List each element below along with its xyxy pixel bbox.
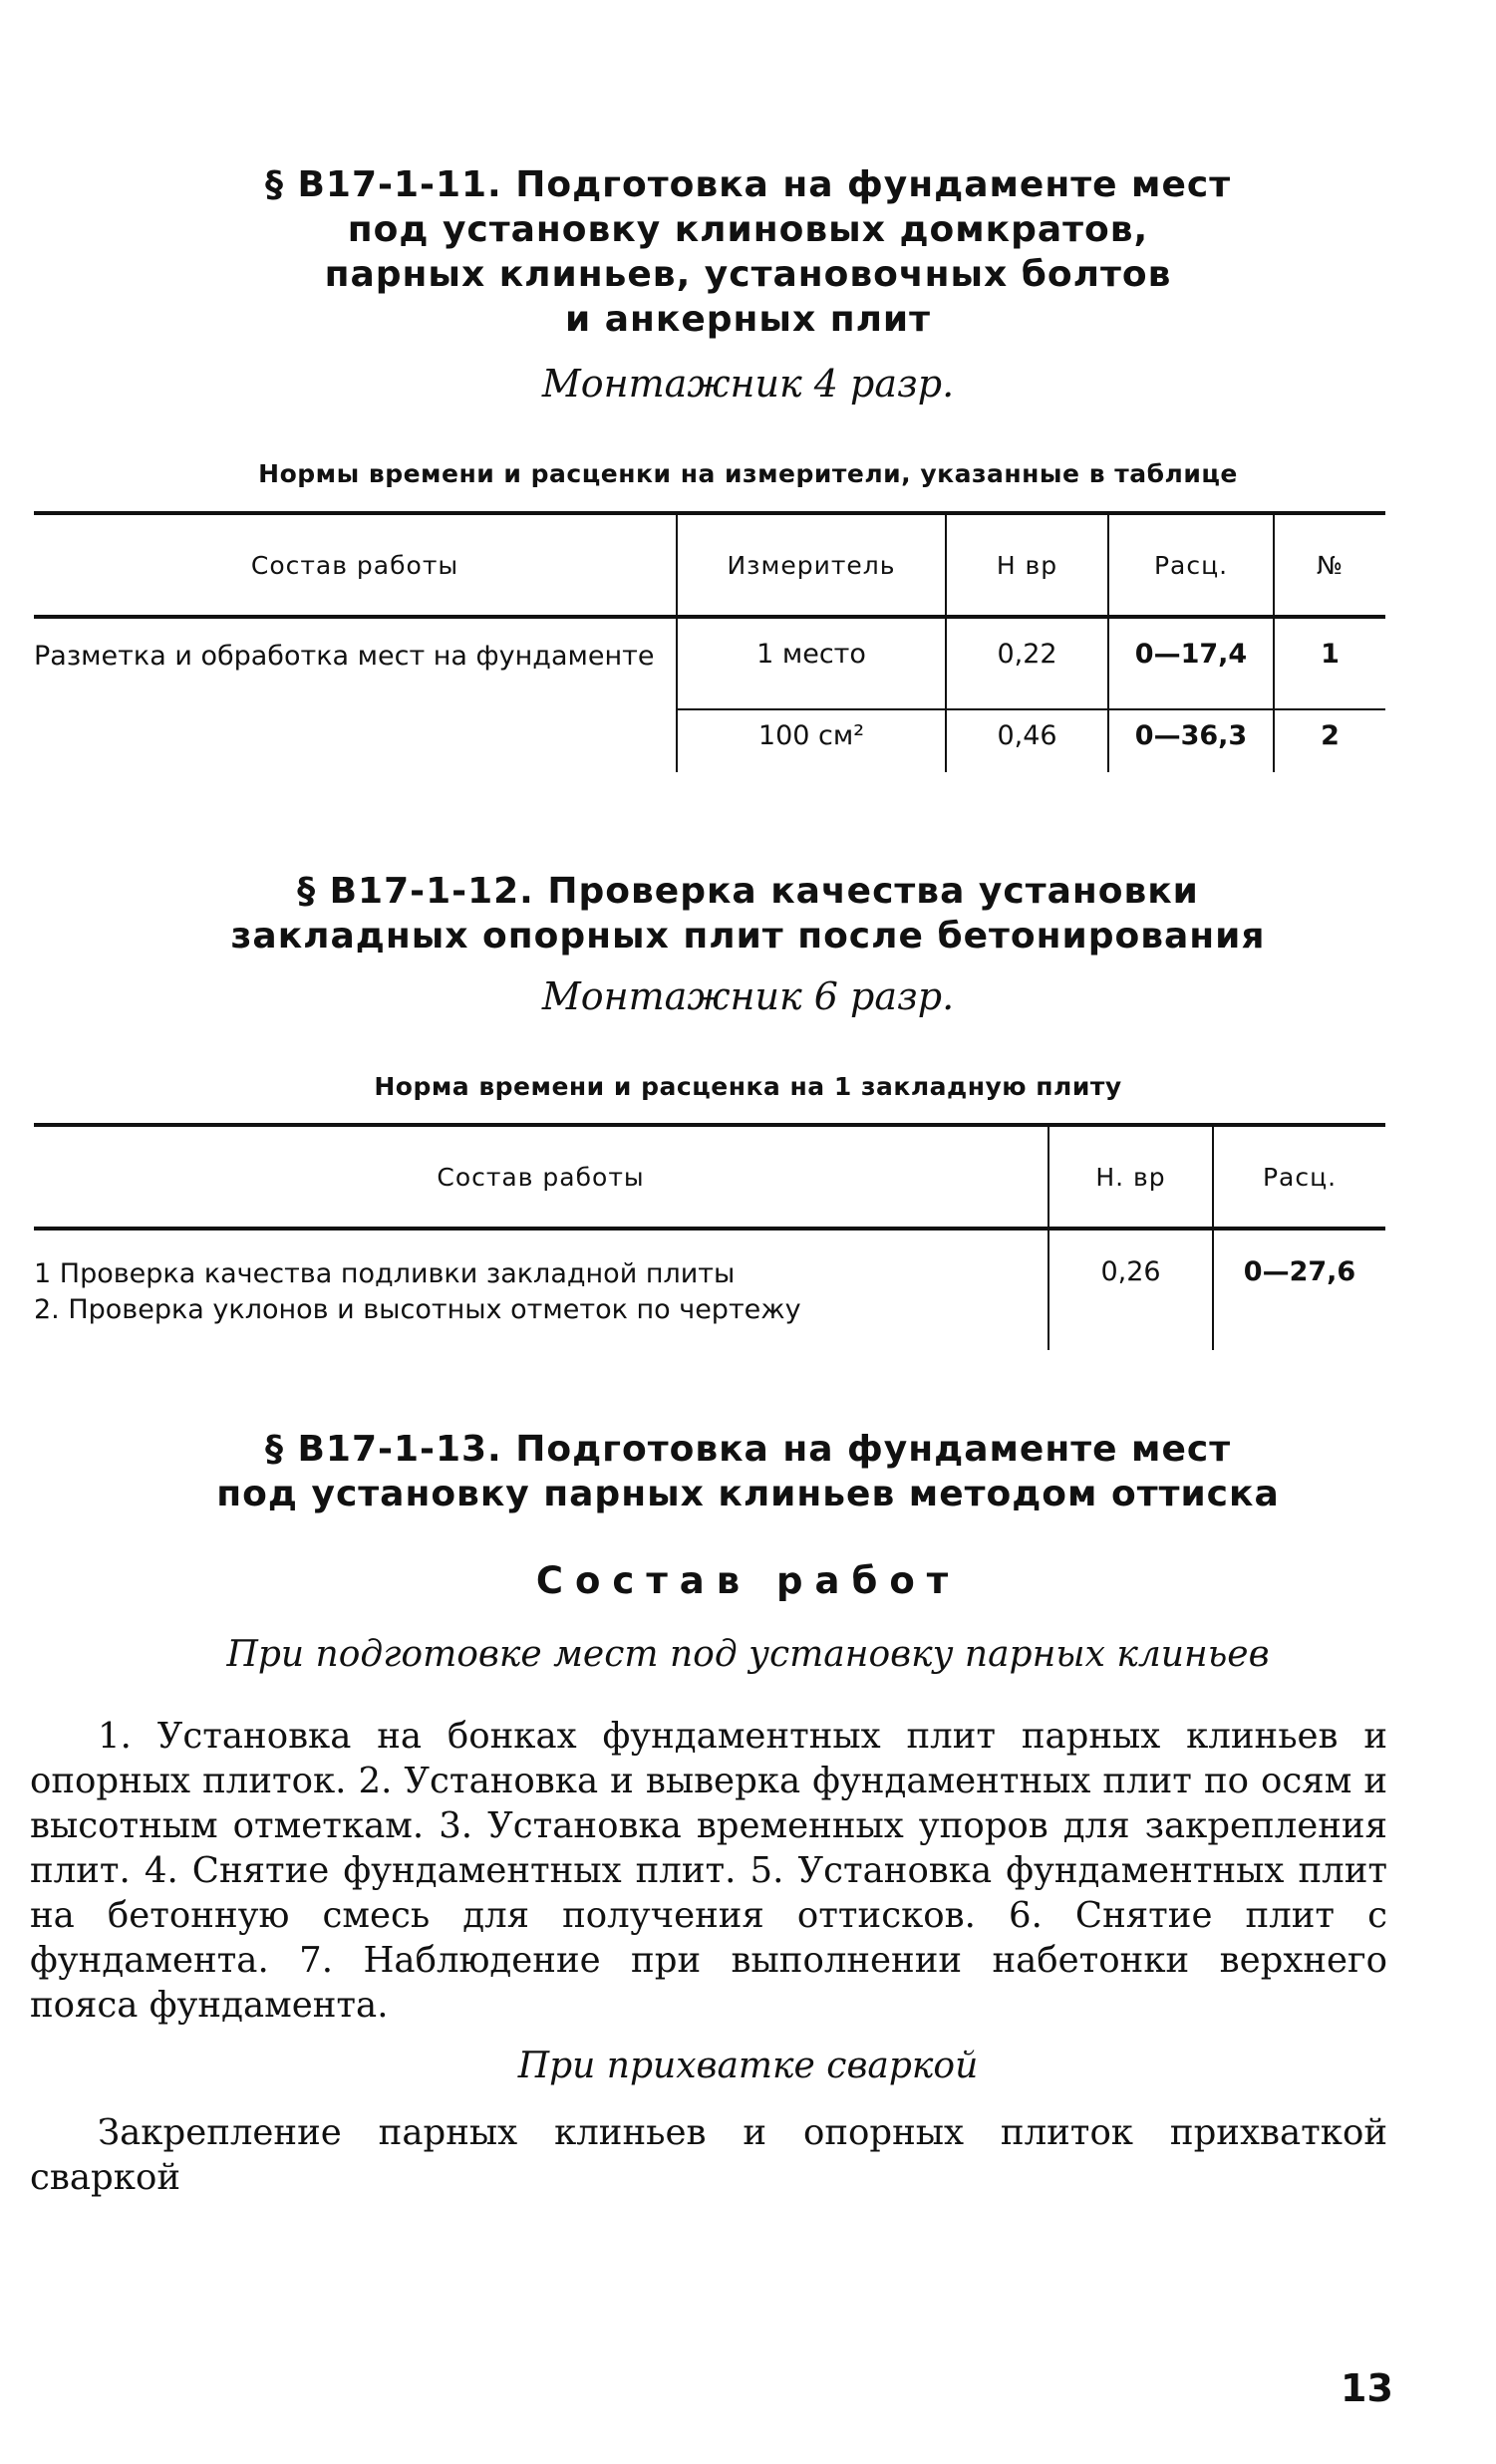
section-12-table [34, 1123, 1385, 1350]
title-line: § В17-1-12. Проверка качества установки [297, 871, 1199, 912]
norm-cell: 0,46 [946, 709, 1108, 772]
header-work: Состав работы [34, 1125, 1048, 1229]
section-12-title [0, 869, 1496, 958]
header-unit: Измеритель [677, 513, 946, 617]
norm-cell: 0,22 [946, 617, 1108, 709]
header-norm: Н вр [946, 513, 1108, 617]
header-norm: Н. вр [1048, 1125, 1213, 1229]
title-line: § В17-1-13. Подготовка на фундаменте мест [264, 1429, 1232, 1470]
rate-cell: 0—27,6 [1213, 1229, 1385, 1350]
header-rate: Расц. [1213, 1125, 1385, 1229]
section-12-caption: Норма времени и расценка на 1 закладную плиту [374, 1072, 1122, 1101]
paragraph-welding: Закрепление парных клиньев и опорных плиток прихваткой сваркой [30, 2112, 1387, 2198]
title-line: и анкерных плит [564, 299, 932, 340]
work-description: Разметка и обработка мест на фундаменте [34, 641, 655, 672]
header-work: Состав работы [34, 513, 677, 617]
title-line: § В17-1-11. Подготовка на фундаменте мест [264, 164, 1232, 205]
page-number: 13 [1341, 2366, 1393, 2410]
work-description [34, 1229, 1048, 1350]
title-line: под установку клиновых домкратов, [347, 209, 1149, 250]
table-row [34, 617, 1385, 709]
unit-cell: 100 см² [677, 709, 946, 772]
rate-cell: 0—17,4 [1108, 617, 1274, 709]
work-step: 1 Проверка качества подливки закладной плиты [34, 1258, 736, 1289]
number-cell: 1 [1274, 617, 1385, 709]
unit-cell: 1 место [677, 617, 946, 709]
section-11-worker: Монтажник 4 разр. [541, 362, 955, 406]
work-composition-heading: Состав работ [535, 1559, 961, 1602]
header-rate: Расц. [1108, 513, 1274, 617]
table-row [34, 1229, 1385, 1350]
header-number: № [1274, 513, 1385, 617]
subheading-wedges: При подготовке мест под установку парных клиньев [226, 1634, 1270, 1675]
title-line: парных клиньев, установочных болтов [324, 254, 1172, 295]
paragraph-wedges: 1. Установка на бонках фундаментных плит парных клиньев и опорных плиток. 2. Установка и выверка фундаментных плит по осям и высотным отметкам. 3. Установка временных упоров для закрепления плит. 4. Снятие фундаментных плит. 5. Установка фундаментных плит на бетонную смесь для получения оттисков. 6. Снятие плит с фундамента. 7. Наблюдение при выполнении набетонки верхнего пояса фундамента. [30, 1716, 1387, 2026]
norm-cell: 0,26 [1048, 1229, 1213, 1350]
title-line: закладных опорных плит после бетонирования [230, 916, 1266, 957]
section-11-table [34, 511, 1385, 772]
number-cell: 2 [1274, 709, 1385, 772]
subheading-welding: При прихватке сваркой [517, 2046, 979, 2086]
section-13-title [0, 1427, 1496, 1516]
section-11-caption: Нормы времени и расценки на измерители, указанные в таблице [258, 459, 1238, 488]
section-11-title [0, 162, 1496, 342]
section-12-worker: Монтажник 6 разр. [541, 974, 955, 1018]
rate-cell: 0—36,3 [1108, 709, 1274, 772]
work-step: 2. Проверка уклонов и высотных отметок по чертежу [34, 1294, 801, 1325]
title-line: под установку парных клиньев методом оттиска [216, 1474, 1280, 1514]
